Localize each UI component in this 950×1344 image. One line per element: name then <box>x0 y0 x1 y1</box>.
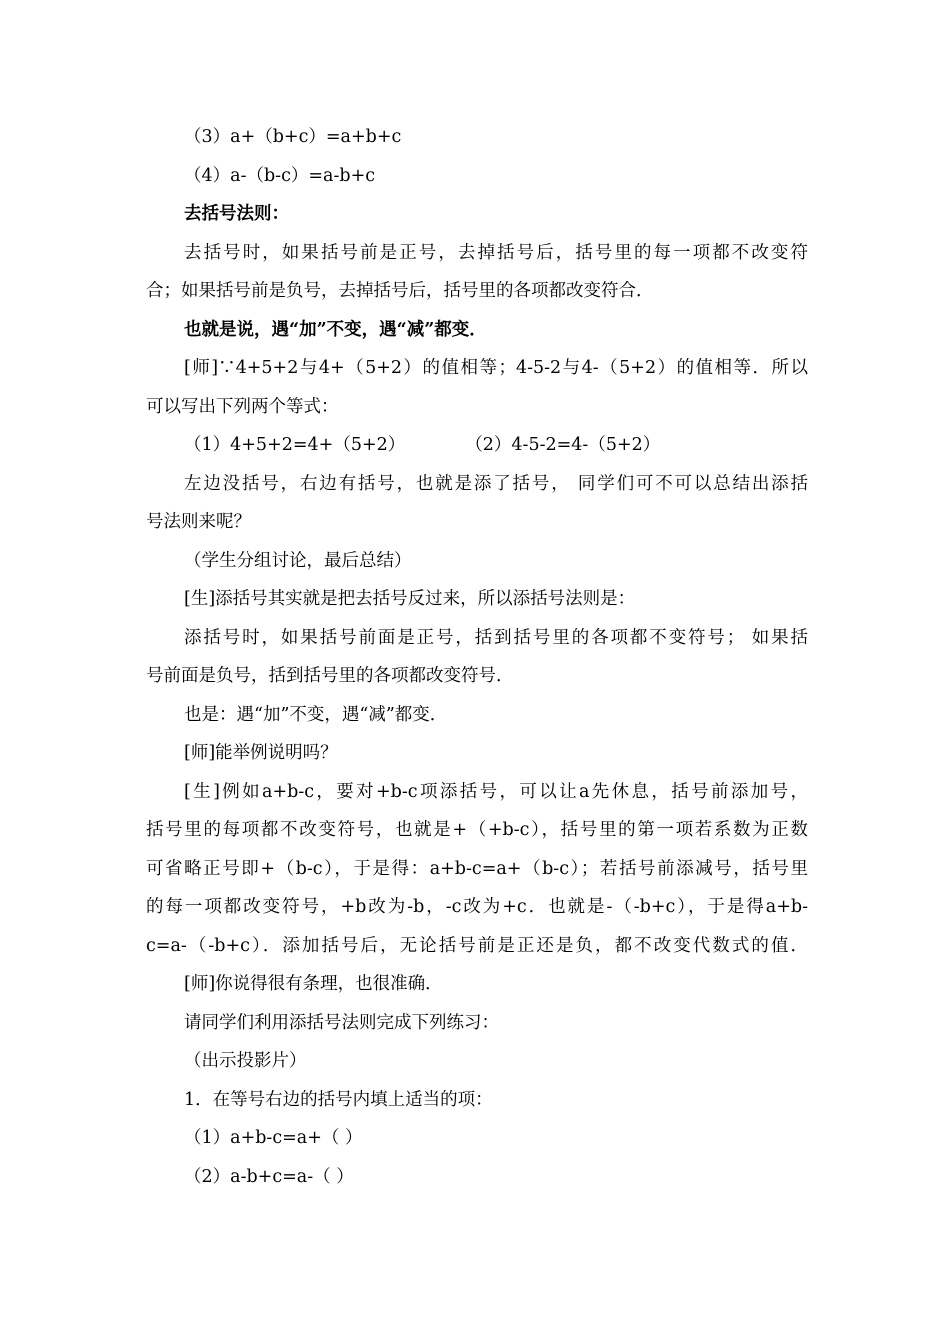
text-line <box>146 657 808 696</box>
text-line-content: （出示投影片） <box>184 1051 307 1071</box>
text-line-content: 也是：遇“加”不变，遇“减”都变． <box>184 704 448 725</box>
text-line <box>146 811 808 850</box>
text-line-content: （学生分组讨论，最后总结） <box>184 550 412 571</box>
text-line <box>146 311 808 350</box>
text-line <box>146 1081 808 1120</box>
text-line <box>146 1158 808 1197</box>
text-line <box>146 619 808 658</box>
text-line-content: 可以写出下列两个等式： <box>146 396 339 417</box>
text-line <box>146 542 808 581</box>
text-line-content: 请同学们利用添括号法则完成下列练习： <box>184 1012 499 1033</box>
text-line-content: [师]能举例说明吗？ <box>184 743 338 763</box>
text-line-content: 号法则来呢？ <box>146 512 251 532</box>
text-line <box>146 118 808 157</box>
text-line-content: （1）4+5+2=4+（5+2） <box>184 435 406 455</box>
text-line <box>146 157 808 196</box>
text-line <box>146 234 808 273</box>
text-line-content: 号前面是负号，括到括号里的各项都改变符号． <box>146 666 514 686</box>
text-line <box>146 426 808 465</box>
text-line-content: 合；如果括号前是负号，去掉括号后，括号里的各项都改变符合． <box>146 281 654 301</box>
text-line <box>146 965 808 1004</box>
text-line <box>146 1004 808 1043</box>
text-line <box>146 272 808 311</box>
text-line-content: [师]∵4+5+2与4+（5+2）的值相等；4-5-2与4-（5+2）的值相等．所以 <box>184 358 808 378</box>
text-line-content: 的每一项都改变符号，+b改为-b，-c改为+c．也就是-（-b+c），于是得a+b- <box>146 897 808 917</box>
text-line <box>146 888 808 927</box>
text-line-content: 括号里的每项都不改变符号，也就是+（+b-c），括号里的第一项若系数为正数 <box>146 820 808 840</box>
text-line-content: [生]添括号其实就是把去括号反过来，所以添括号法则是： <box>184 589 636 609</box>
text-line-content: （3）a+（b+c）=a+b+c <box>184 127 402 147</box>
text-line-content-second: （2）4-5-2=4-（5+2） <box>465 435 661 455</box>
text-line <box>146 1119 808 1158</box>
text-line <box>146 927 808 966</box>
text-line <box>146 1042 808 1081</box>
text-line <box>146 388 808 427</box>
text-line <box>146 195 808 234</box>
text-line-content: （2）a-b+c=a-（ ） <box>184 1166 354 1187</box>
text-line <box>146 580 808 619</box>
text-line-content: 去括号时，如果括号前是正号，去掉括号后，括号里的每一项都不改变符 <box>184 242 808 263</box>
text-line <box>146 503 808 542</box>
text-line-content: （4）a-（b-c）=a-b+c <box>184 165 376 186</box>
text-line <box>146 349 808 388</box>
text-line <box>146 773 808 812</box>
text-line <box>146 696 808 735</box>
text-line-content: 去括号法则： <box>184 204 289 224</box>
text-line-content: 可省略正号即+（b-c），于是得：a+b-c=a+（b-c）；若括号前添减号，括号里 <box>146 858 808 879</box>
text-line <box>146 465 808 504</box>
text-line-content: 1．在等号右边的括号内填上适当的项： <box>184 1089 493 1110</box>
text-line-content: [生]例如a+b-c，要对+b-c项添括号，可以让a先休息，括号前添加号， <box>184 781 808 802</box>
document-body <box>146 118 808 1196</box>
text-line-content: （1）a+b-c=a+（ ） <box>184 1128 363 1148</box>
text-line-content: [师]你说得很有条理，也很准确． <box>184 974 443 994</box>
text-line <box>146 734 808 773</box>
text-line-content: 左边没括号，右边有括号，也就是添了括号， 同学们可不可以总结出添括 <box>184 473 808 494</box>
text-line <box>146 850 808 889</box>
text-line-content: c=a-（-b+c）．添加括号后，无论括号前是正还是负，都不改变代数式的值． <box>146 935 808 956</box>
text-line-content: 添括号时，如果括号前面是正号，括到括号里的各项都不变符号； 如果括 <box>184 627 808 648</box>
text-line-content: 也就是说，遇“加”不变，遇“减”都变． <box>184 319 487 340</box>
